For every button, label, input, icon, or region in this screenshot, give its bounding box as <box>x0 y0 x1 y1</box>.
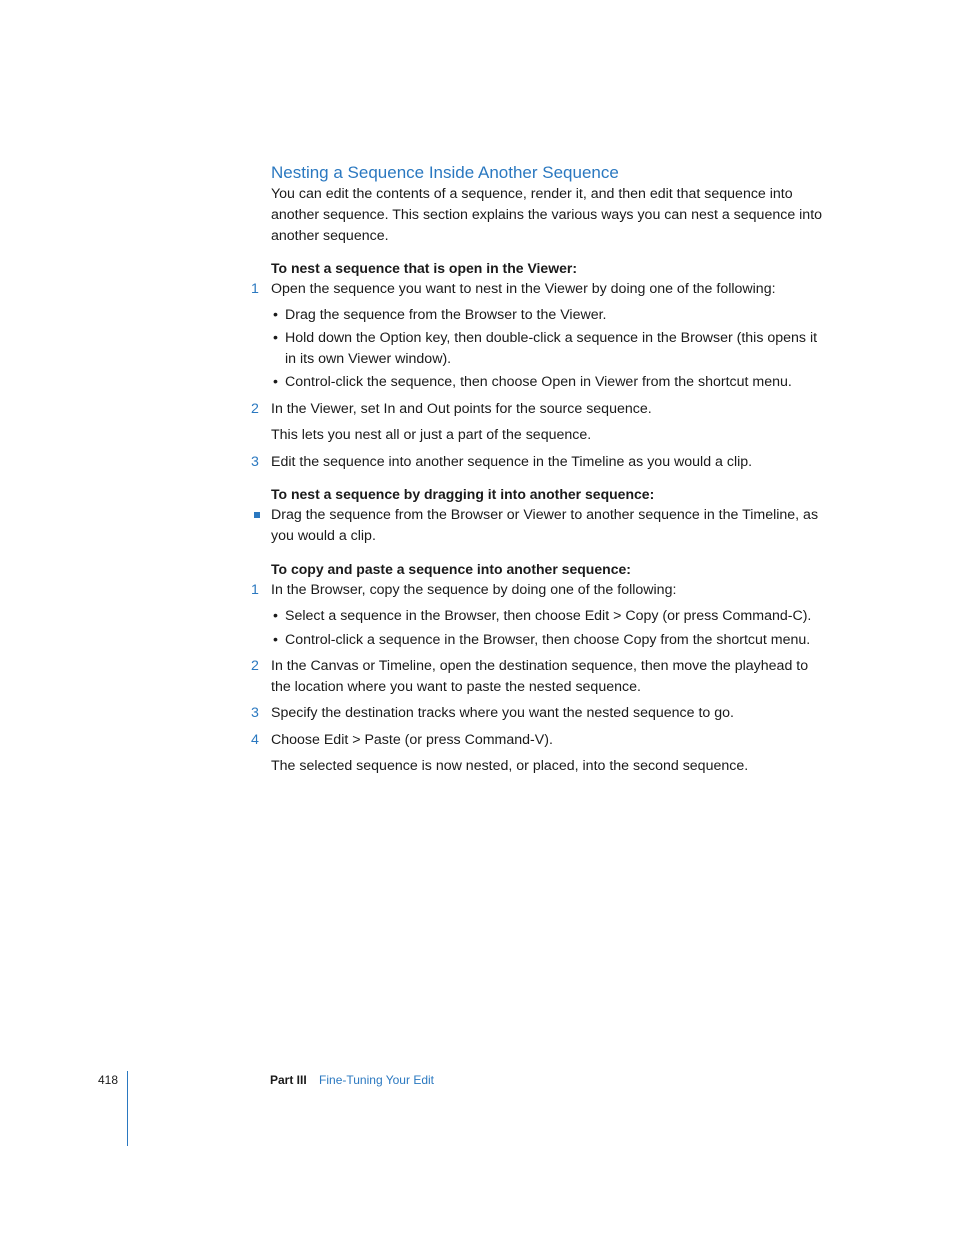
result-note: The selected sequence is now nested, or placed, into the second sequence. <box>271 758 749 774</box>
bullet-item <box>271 630 831 651</box>
step-item <box>251 703 831 724</box>
bullet-item <box>271 305 831 326</box>
step-item <box>251 279 831 300</box>
step-text: In the Canvas or Timeline, open the destination sequence, then move the playhead to the location where you want to paste the nested sequence. <box>271 658 809 695</box>
bullet-text: Select a sequence in the Browser, then choose Edit > Copy (or press Command-C). <box>285 608 812 624</box>
bullet-dot-icon: • <box>273 374 278 390</box>
bullet-item <box>271 328 831 370</box>
footer-divider <box>127 1071 128 1146</box>
bullet-text: Control-click a sequence in the Browser, then choose Copy from the shortcut menu. <box>285 632 811 648</box>
step-number: 4 <box>251 732 259 748</box>
step-text: In the Viewer, set In and Out points for the source sequence. <box>271 401 652 417</box>
bullet-item <box>271 372 831 393</box>
step-text: Choose Edit > Paste (or press Command-V). <box>271 732 553 748</box>
step-text: Open the sequence you want to nest in the Viewer by doing one of the following: <box>271 281 776 297</box>
step-text: Specify the destination tracks where you want the nested sequence to go. <box>271 705 734 721</box>
footer-part-label: Part III <box>270 1073 307 1087</box>
page-number: 418 <box>98 1073 119 1087</box>
step-text: Edit the sequence into another sequence in the Timeline as you would a clip. <box>271 454 753 470</box>
section-title: Nesting a Sequence Inside Another Sequence <box>271 163 619 182</box>
footer-breadcrumb <box>270 1072 434 1088</box>
step-number: 1 <box>251 281 259 297</box>
bullet-text: Hold down the Option key, then double-click a sequence in the Browser (this opens it in its own Viewer window). <box>285 330 818 367</box>
step-text: Drag the sequence from the Browser or Viewer to another sequence in the Timeline, as you would a clip. <box>271 507 819 544</box>
task2-heading: To nest a sequence by dragging it into another sequence: <box>271 486 655 502</box>
single-step-item <box>271 505 831 547</box>
step-number: 1 <box>251 582 259 598</box>
step-number: 2 <box>251 658 259 674</box>
step-number: 3 <box>251 454 259 470</box>
bullet-dot-icon: • <box>273 632 278 648</box>
bullet-text: Control-click the sequence, then choose Open in Viewer from the shortcut menu. <box>285 374 792 390</box>
bullet-item <box>271 606 831 627</box>
bullet-dot-icon: • <box>273 330 278 346</box>
bullet-dot-icon: • <box>273 307 278 323</box>
section-intro: You can edit the contents of a sequence, render it, and then edit that sequence into another sequence. This section explains the various ways you can nest a sequence into another sequence. <box>271 186 823 244</box>
step-item <box>251 399 831 420</box>
bullet-dot-icon: • <box>273 608 278 624</box>
bullet-text: Drag the sequence from the Browser to the Viewer. <box>285 307 607 323</box>
footer-chapter-title: Fine-Tuning Your Edit <box>319 1073 434 1087</box>
step-text: In the Browser, copy the sequence by doing one of the following: <box>271 582 677 598</box>
step-item <box>251 730 831 751</box>
square-bullet-icon <box>254 512 260 518</box>
task3-heading: To copy and paste a sequence into another sequence: <box>271 561 631 577</box>
page-content <box>251 162 831 777</box>
step-note: This lets you nest all or just a part of the sequence. <box>271 427 592 443</box>
task1-heading: To nest a sequence that is open in the Viewer: <box>271 260 577 276</box>
step-item <box>251 656 831 698</box>
step-number: 2 <box>251 401 259 417</box>
step-number: 3 <box>251 705 259 721</box>
step-item <box>251 452 831 473</box>
step-item <box>251 580 831 601</box>
